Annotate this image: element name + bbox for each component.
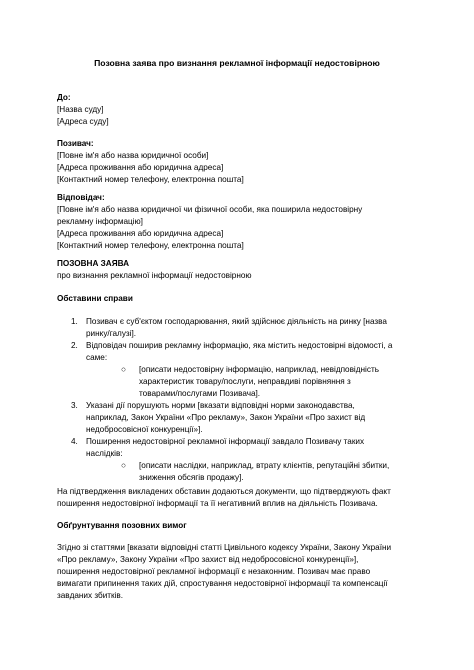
paragraph-line: вимагати припинення таких дій, спростування недостовірної інформації та компенсації [57,579,388,588]
defendant-section [57,192,417,252]
defendant-name-line1: [Повне ім'я або назва юридичної чи фізичної особи, яка поширила недостовірну [57,205,363,214]
list-number: 2. [71,341,78,350]
sub-list-item [57,364,417,400]
grounds-paragraph [57,542,417,602]
court-section [57,92,417,128]
list-item-text: саме: [86,353,108,362]
circle-bullet-icon: ○ [121,365,126,374]
circumstances-list [57,316,417,484]
grounds-section [57,520,417,532]
list-number: 3. [71,401,78,410]
paragraph-line: На підтвердження викладених обставин додаються документи, що підтверджують факт [57,487,391,496]
list-item-text: Поширення недостовірної рекламної інформації завдало Позивачу таких [86,437,365,446]
sub-item-text: характеристик товару/послуги, неправдиві порівняння з [139,377,351,386]
plaintiff-section [57,138,417,186]
paragraph-line: поширення недостовірної інформації та її негативний вплив на діяльність Позивача. [57,499,378,508]
list-number: 4. [71,437,78,446]
list-item-text: Указані дії порушують норми [вказати відповідні норми законодавства, [86,401,355,410]
court-address: [Адреса суду] [57,117,109,126]
list-item [57,316,417,340]
list-number: 1. [71,317,78,326]
claim-subheading: про визнання рекламної інформації недостовірною [57,271,252,280]
paragraph-line: Згідно зі статтями [вказати відповідні статті Цивільного кодексу України, Закону України [57,543,392,552]
defendant-contact: [Контактний номер телефону, електронна пошта] [57,241,244,250]
plaintiff-contact: [Контактний номер телефону, електронна пошта] [57,175,244,184]
plaintiff-heading: Позивач: [57,139,94,148]
plaintiff-name: [Повне ім'я або назва юридичної особи] [57,151,209,160]
list-item-text: наслідків: [86,449,123,458]
plaintiff-address: [Адреса проживання або юридична адреса] [57,163,224,172]
defendant-name-line2: рекламну інформацію] [57,217,143,226]
list-item-text: недобросовісної конкуренції»]. [86,425,203,434]
document-title: Позовна заява про визнання рекламної інформації недостовірною [94,58,380,68]
claim-section [57,258,417,282]
sub-item-text: [описати недостовірну інформацію, наприклад, невідповідність [139,365,379,374]
list-item [57,436,417,460]
list-item [57,340,417,364]
list-item [57,400,417,436]
court-name: [Назва суду] [57,105,104,114]
list-item-text: ринку/галузі]. [86,329,137,338]
circumstances-heading: Обставини справи [57,294,133,303]
sub-list-item [57,460,417,484]
paragraph-line: поширення недостовірної рекламної інформації є незаконним. Позивач має право [57,567,371,576]
list-item-text: Відповідач поширив рекламну інформацію, яка містить недостовірні відомості, а [86,341,393,350]
circle-bullet-icon: ○ [121,461,126,470]
grounds-heading: Обґрунтування позовних вимог [57,521,187,530]
sub-item-text: зниження обсягів продажу]. [139,473,244,482]
defendant-heading: Відповідач: [57,193,105,202]
claim-heading: ПОЗОВНА ЗАЯВА [57,259,129,268]
to-heading: До: [57,93,71,102]
paragraph-line: «Про рекламу», Закону України «Про захист від недобросовісної конкуренції»], [57,555,359,564]
defendant-address: [Адреса проживання або юридична адреса] [57,229,224,238]
list-item-text: Позивач є суб'єктом господарювання, який здійснює діяльність на ринку [назва [86,317,387,326]
sub-item-text: [описати наслідки, наприклад, втрату клієнтів, репутаційні збитки, [139,461,390,470]
paragraph-line: завданих збитків. [57,591,124,600]
circumstances-section [57,293,417,305]
sub-item-text: товарами/послугами Позивача]. [139,389,261,398]
circumstances-conclusion [57,486,417,510]
list-item-text: наприклад, Закон України «Про рекламу», Закон України «Про захист від [86,413,366,422]
